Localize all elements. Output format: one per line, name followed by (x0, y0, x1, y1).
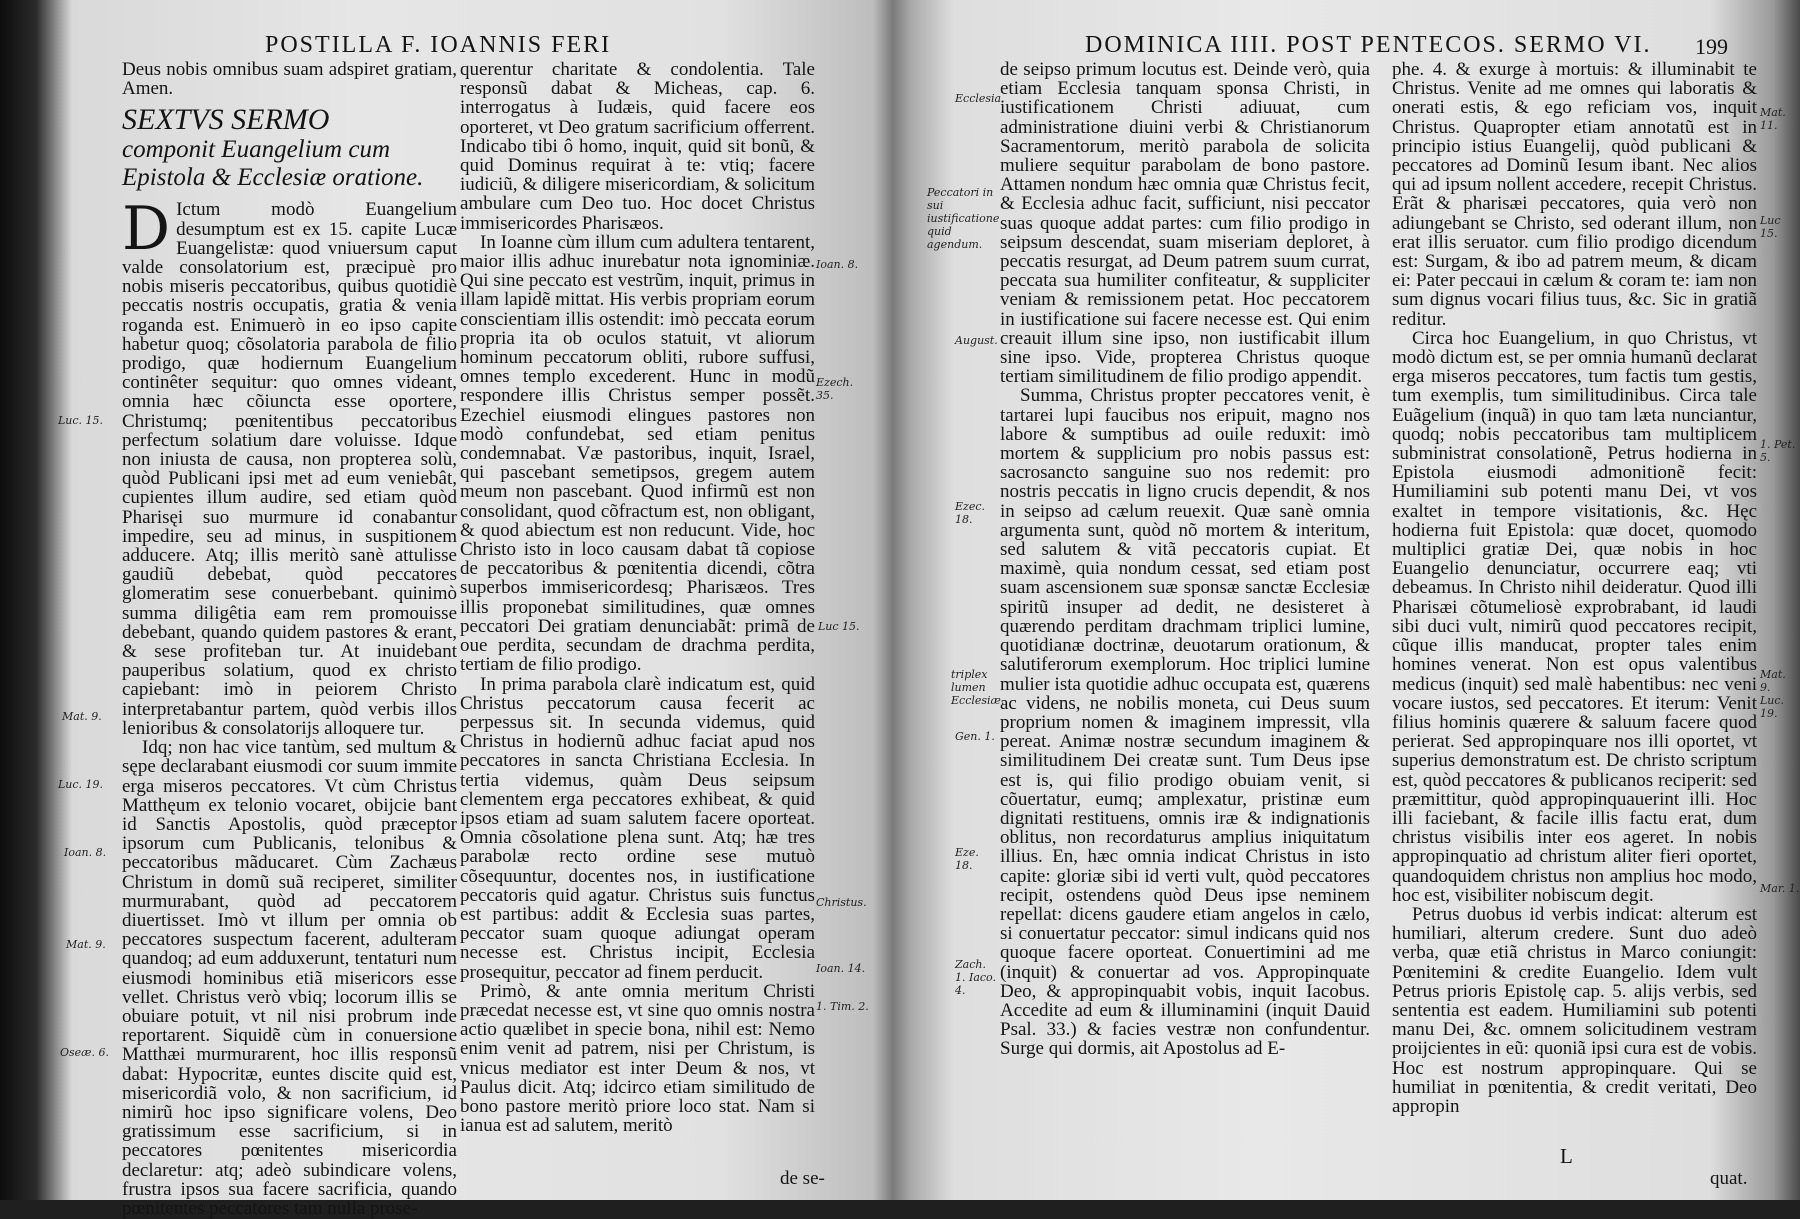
margin-note: Ioan. 8. (816, 258, 859, 271)
left-column-b (460, 60, 815, 1190)
margin-note: Eze. 18. (955, 846, 979, 872)
margin-note: Luc. 19. (58, 778, 104, 791)
margin-note: Ioan. 8. (64, 846, 107, 859)
margin-note: Luc 15. (1760, 214, 1781, 240)
margin-note: Zach. 1. Iaco. 4. (955, 958, 996, 997)
right-column-a (1000, 60, 1370, 1190)
body-paragraph: Circa hoc Euangelium, in quo Christus, vt modò dictum est, se per omnia humanũ declarat erga miseros peccatores, tum factis tum gestis, tum exemplis, tum similitudinibus. Circa tale Euãgelium (inquã) in quo tam læta nunciantur, quodq; nobis peccatoribus tam multiplicem subministrat consolationẽ, Petrus hodierna in Epistola eiusmodi admonitionẽ fecit: Humiliamini sub potenti manu Dei, vt vos exaltet in tempore visitationis, &c. Hęc hodierna fuit Epistola: quæ docet, quomodo multiplici gratiæ Dei, quæ nobis in hoc Euangelio denunciatur, occurrere eaq; vti debeamus. In Christo nihil deideratur. Quod illi Pharisæi cõtumeliosè exprobrabant, id laudi sibi duci vult, nimirũ quod peccatores recipit, cũque illis manducat, propter tales enim homines venerat. Non est opus valentibus medicus (inquit) sed malè habentibus: nec veni vocare iustos, sed peccatores. Et iterum: Venit filius hominis quærere & saluum facere quod perierat. Sed appropinquare nos illi oportet, vt superius demonstratum est. De christo scriptum est, quòd peccatores & publicanos reciperit: sed præmittitur, quòd appropinquauerint illi. Hoc illi faciebant, & facile illis factu erat, dum christus visibilis inter eos ageret. In nobis appropinquatio ad christum aliter fieri oportet, quandoquidem christus non amplius hoc modo, hoc est, visibiliter nobiscum degit. (1392, 327, 1757, 906)
margin-note: 1. Tim. 2. (816, 1000, 869, 1013)
margin-note: Luc 15. (818, 620, 860, 633)
body-paragraph: In Ioanne cùm illum cum adultera tentarent, maior illis adhuc inurebatur nota ignominiæ. Qui sine peccato est vestrũm, inquit, primus in illam lapidẽ mittat. His verbis propriam eorum conscientiam illis ostendit: imò peccata eorum propria ita ob oculos statuit, vt aliorum hominum peccatorum obliti, rubore suffusi, omnes templo excederent. Hunc in modũ respondere illis Christus semper possẽt. Ezechiel eiusmodi elingues pastores non modò confundebat, sed etiam penitus condemnabat. Væ pastoribus, inquit, Israel, qui pascebant semetipsos, gregem autem meum non pascebant. Quod infirmũ est non consolidant, quod cõfractum est, non obligant, & quod abiectum est non reducunt. Vide, hoc Christo isto in loco causam dabat tã copiose de peccatoribus & pœnitentia dicendi, cõtra superbos immisericordesq; Pharisæos. Tres illis proponebat similitudines, quæ omnes peccatori Dei gratiam denunciabãt: primã de oue perdita, secundam de drachma perdita, tertiam de filio prodigo. (460, 231, 815, 676)
sermon-title: SEXTVS SERMO (122, 103, 330, 137)
margin-note: Ezec. 18. (955, 500, 985, 526)
left-page (40, 0, 870, 1219)
margin-note: Ezech. 35. (816, 376, 854, 402)
body-paragraph: phe. 4. & exurge à mortuis: & illuminabit te Christus. Venite ad me omnes qui laboratis & onerati estis, & ego reficiam vos, inquit Christus. Quapropter etiam annotatũ est in principio istius Euangelij, quòd publicani & peccatores ad Dominũ Iesum ibant. Nec alios qui ad ipsum nollent accedere, recepit Christus. Erãt & pharisæi peccatores, quia verò non adiungebant se Christo, sed oderant illum, non erat illis seruator. cum filio prodigo dicendum est: Surgam, & ibo ad patrem meum, & dicam ei: Pater peccaui in cælum & coram te: iam non sum dignus vocari filius tuus, &c. Sic in gratiã reditur. (1392, 59, 1757, 330)
margin-note: Mat. 9. Luc. 19. (1760, 668, 1786, 720)
right-column-b (1392, 60, 1757, 1190)
margin-note: August. (955, 334, 998, 347)
margin-note: Mat. 9. (62, 710, 102, 723)
sermon-subtitle: componit Euangelium cum Epistola & Ecclesiæ oratione. (122, 136, 424, 192)
sermon-heading (122, 104, 457, 192)
margin-note: triplex lumen Ecclesiæ. (951, 668, 1005, 707)
margin-note: Ioan. 14. (816, 962, 866, 975)
margin-note: Mat. 9. (66, 938, 106, 951)
body-paragraph: Primò, & ante omnia meritum Christi præcedat necesse est, vt sine quo omnis nostra actio quælibet in specie bona, nihil est: Nemo enim venit ad patrem, nisi per Christum, is vnicus mediator est inter Deum & nos, vt Paulus dicit. Atq; idcirco etiam similitudo de bono pastore meritò priore loco stat. Nam si ianua est ad salutem, meritò (460, 980, 815, 1137)
right-catchword: quat. (1710, 1168, 1748, 1189)
body-paragraph: In prima parabola clarè indicatum est, quid Christus peccatorum causa fecerit ac perpessus sit. In secunda videmus, quid Christus in hodiernũ adhuc faciat apud nos peccatores in sancta Christiana Ecclesia. In tertia videmus, quàm Deus seipsum clementem erga peccatores exhibeat, & quid ipsos etiam ad suam salutem facere oporteat. Omnia cõsolatione plena sunt. Atq; hæ tres parabolæ recto ordine sese mutuò cõsequuntur, docentes nos, in iustificatione peccatoris quid agatur. Christus suis functus est partibus: addit & Ecclesia suas partes, peccator suam quoque adiungat operam necesse est. Christus incipit, Ecclesia prosequitur, peccator ad finem perducit. (460, 673, 815, 983)
signature-mark: L (1560, 1144, 1573, 1168)
margin-note: Luc. 15. (58, 414, 104, 427)
left-catchword: de se- (780, 1168, 825, 1189)
body-paragraph: Ictum modò Euangelium desumptum est ex 15. capite Lucæ Euangelistæ: quod vniuersum caput valde consolatorium est, præcipuè pro nobis miseris peccatoribus, quibus quotidiè peccatis nostris occupatis, gratia & venia roganda est. Enimuerò in eo ipso capite habetur quoq; cõsolatoria parabola de filio prodigo, quæ hodiernum Euangelium continêter sequitur: quo omnes videant, omnia hæc cõiuncta esse oportere, Christumq; pœnitentibus peccatoribus perfectum solatium dare voluisse. Idque non iniusta de causa, non propterea solù, quòd Publicani ipsi met ad eum veniebât, cupientes illum audire, sed etiam quòd Pharisęi suo murmure id conabantur impedire, seu ad minus, in suspitionem adducere. Atq; illis meritò sanè attulisse gaudiũ debebat, quòd peccatores glomeratim sese conuerbebant. quinimò summa diligêtia eam rem promouisse debebant, quando quidem pastores & erant, & sese profiteban tur. At inuidebant pauperibus solatium, quod ex christo capiebant: imò in peiorem Christo interpretabantur partem, quòd verbis illos lenioribus & consolatorijs alloquere tur. (122, 199, 457, 739)
page-number: 199 (1695, 34, 1728, 59)
drop-cap-initial: D (122, 194, 171, 265)
margin-note: Peccatori in sui iustificatione quid agendum. (927, 186, 1000, 251)
body-paragraph: Petrus duobus id verbis indicat: alterum est humiliari, alterum credere. Sunt duo adeò verba, quæ etiã christus in Marco coniungit: Pœnitemini & credite Euangelio. Idem vult Petrus prioris Epistolę cap. 5. alijs verbis, sed sententia est eadem. Humiliamini sub potenti manu Dei, &c. omnem solicitudinem vestram proijcientes in eũ: quoniã ipsi cura est de vobis. Hoc est nostrum appropinquare. Qui se humiliat in pœnitentia, & credit veritati, Deo appropin (1392, 903, 1757, 1117)
margin-note: Gen. 1. (955, 730, 995, 743)
margin-note: Ecclesia. (955, 92, 1005, 105)
margin-note: Oseæ. 6. (60, 1046, 110, 1059)
body-paragraph: querentur charitate & condolentia. Tale responsũ dabat & Micheas, cap. 6. interrogatus à Iudæis, quid facere eos oporteret, vt Deo gratum sacrificium offerrent. Indicabo tibi ô homo, inquit, quid sit bonũ, & quid Dominus requirat à te: vtiq; facere iudiciũ, & diligere misericordiam, & solicitum ambulare cum Deo tuo. Hoc docet Christus immisericordes Pharisæos. (460, 59, 815, 234)
left-running-head: POSTILLA F. IOANNIS FERI (265, 32, 612, 58)
right-running-head: DOMINICA IIII. POST PENTECOS. SERMO VI. (1085, 32, 1652, 58)
margin-note: 1. Pet. 5. (1760, 438, 1796, 464)
body-paragraph: de seipso primum locutus est. Deinde verò, quia etiam Ecclesia tanquam sponsa Christi, in iustificationem Christi adiuuat, cum administratione diuini verbi & Christianorum Sacramentorum, meritò parabola de solicita muliere sequitur parabolam de bono pastore. Attamen nondum hæc omnia quæ Christus fecit, & Ecclesia adhuc facit, sufficiunt, nisi peccator suas quoque addat partes: cum filio prodigo in seipsum descendat, suam miseriam deploret, à peccatis resurgat, ad Deum patrem suum currat, peccata sua humiliter confiteatur, & suppliciter veniam & remissionem petat. Hoc peccatorem in iustificatione sui facere necesse est. Qui enim creauit illum sine ipso, non iustificabit illum sine ipso. Vide, propterea Christus quoque tertiam similitudinem de filio prodigo appendit. (1000, 59, 1370, 388)
margin-note: Mat. 11. (1760, 106, 1786, 132)
margin-note: Christus. (816, 896, 867, 909)
left-column-a (122, 59, 457, 1219)
margin-note: Mar. 1. (1760, 882, 1800, 895)
closing-line: Deus nobis omnibus suam adspiret gratiam, Amen. (122, 59, 457, 100)
body-paragraph: Idq; non hac vice tantùm, sed multum & sępe declarabant eiusmodi cor suum immite erga miseros peccatores. Vt cùm Christus Matthęum ex telonio vocaret, obijcie bant id Sanctis Apostolis, quòd præceptor ipsorum cum Publicanis, telonibus & peccatoribus mãducaret. Cùm Zachæus Christum in domũ suã reciperet, similiter murmurabant, quòd ad peccatorem diuertisset. Imò vt illum per omnia ob peccatores suspectum facerent, adulteram quandoq; ad eum adduxerunt, tentaturi num eiusmodi hominibus etiã misericors esse vellet. Christus verò vbiq; locorum illis se obuiare potuit, vt nil nisi probrum inde reportarent. Siquidẽ cùm in conuersione Matthæi murmurarent, hoc illis responsũ dabat: Hypocritæ, euntes discite quid est, misericordiã volo, & non sacrificium, id nimirũ hoc ipso significare volens, Deo gratissimum esse sacrificium, si in peccatores pœnitentes misericordia declaretur: atq; adeò subindicare volens, frustra ipsos sua facere sacrificia, quando pœnitentes peccatores tam nulla prose- (122, 737, 457, 1219)
body-paragraph: Summa, Christus propter peccatores venit, è tartarei lupi faucibus nos eripuit, magno nos labore & sumptibus ad ouile reduxit: imò mortem & supplicium pro nobis passus est: sacrosancto sanguine suo nos redemit: pro nostris peccatis in ligno crucis dependit, & nos in seipso ad cælum reuexit. Quæ sanè omnia argumenta sunt, quòd nõ mortem & interitum, sed salutem & vitã peccatoris cupiat. Et maximè, quia nondum cessat, sed etiam post suam ascensionem suæ sponsæ sanctæ Ecclesiæ spiritũ insuper ad dedit, ne desisteret à quærendo perditam drachmam triplici lumine, quotidianæ doctrinæ, deuotarum orationum, & salutiferorum exemplorum. Hoc triplici lumine mulier ista quotidie adhuc occupata est, quærens ac videns, ne nobilis moneta, cui Deus suum proprium nomen & imaginem impressit, vlla pereat. Animæ nostræ secundum imaginem & similitudinem Dei creatæ sunt. Tum Deus ipse est is, qui filio prodigo obuiam venit, si cõuertatur, eumq; amplexatur, pristinæ eum dignitati restituens, omnis iræ & indignationis oblitus, non recordaturus amplius iniquitatum illius. En, hæc omnia indicat Christus in isto capite: gloriæ sibi id verti vult, quòd peccatores recipit, ostendens quòd Deus ipse neminem repellat: dicens gaudere etiam angelos in cælo, si conuertatur peccator: simul indicans quid nos quoque facere oporteat. Conuertimini ad me (inquit) & conuertar ad vos. Appropinquate Deo, & appropinquabit vobis, inquit Iacobus. Accedite ad eum & illuminamini (inquit Dauid Psal. 33.) & facies vestræ non confundentur. Surge qui dormis, ait Apostolus ad E- (1000, 385, 1370, 1060)
right-page (905, 0, 1800, 1200)
